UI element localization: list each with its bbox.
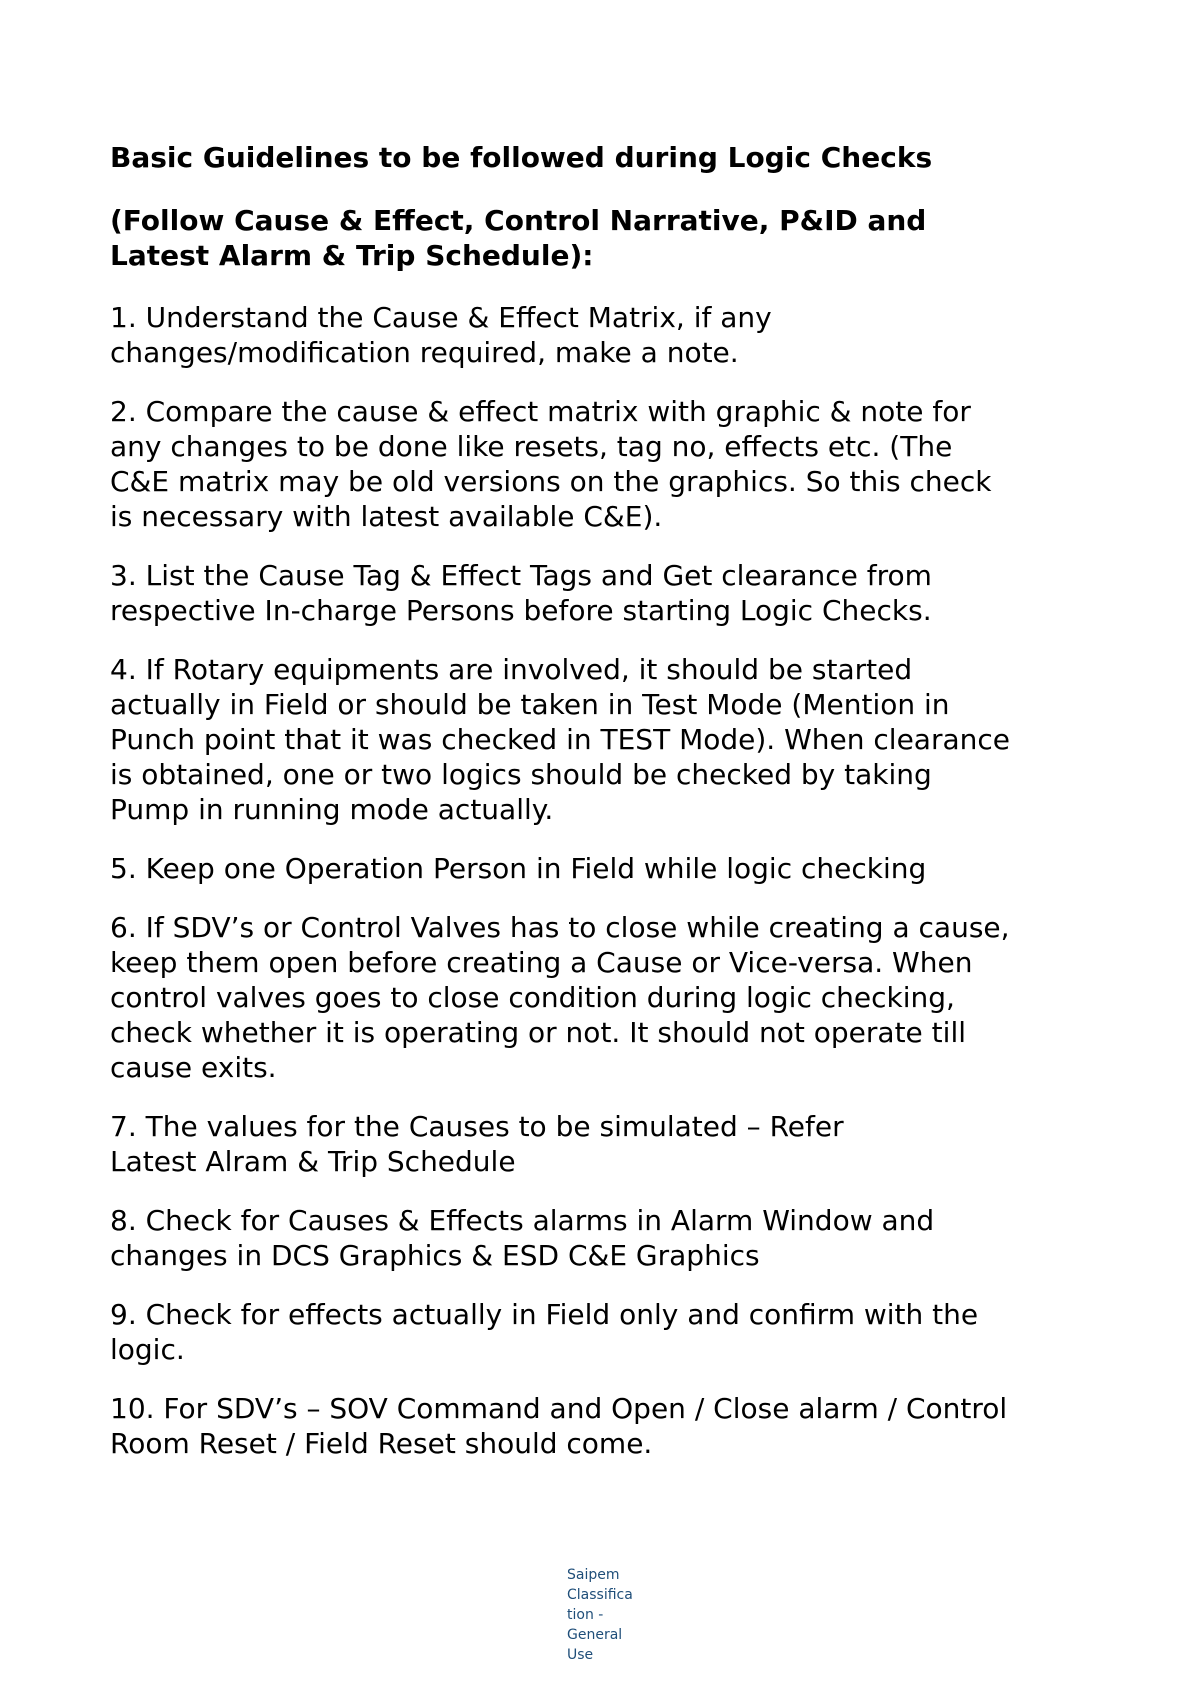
- footer-line: General: [567, 1627, 623, 1643]
- guideline-line: check whether it is operating or not. It should not operate till: [110, 1016, 966, 1049]
- guideline-line: respective In-charge Persons before starting Logic Checks.: [110, 594, 932, 627]
- guideline-line: logic.: [110, 1333, 185, 1366]
- guideline-line: changes in DCS Graphics & ESD C&E Graphics: [110, 1239, 760, 1272]
- guideline-line: Pump in running mode actually.: [110, 793, 554, 826]
- guideline-item-1: [110, 300, 1110, 370]
- guideline-line: 9. Check for effects actually in Field only and confirm with the: [110, 1298, 979, 1331]
- guideline-line: 2. Compare the cause & effect matrix with graphic & note for: [110, 395, 971, 428]
- guideline-line: Punch point that it was checked in TEST Mode). When clearance: [110, 723, 1010, 756]
- guideline-line: is obtained, one or two logics should be checked by taking: [110, 758, 932, 791]
- guideline-line: changes/modification required, make a note.: [110, 336, 739, 369]
- guideline-item-7: [110, 1109, 1110, 1179]
- guideline-line: 5. Keep one Operation Person in Field while logic checking: [110, 852, 927, 885]
- guideline-item-8: [110, 1203, 1110, 1273]
- guideline-line: Room Reset / Field Reset should come.: [110, 1427, 653, 1460]
- footer-line: Classifica: [567, 1587, 633, 1603]
- guideline-line: 6. If SDV’s or Control Valves has to close while creating a cause,: [110, 911, 1010, 944]
- guideline-line: 1. Understand the Cause & Effect Matrix, if any: [110, 301, 772, 334]
- guideline-item-2: [110, 394, 1110, 534]
- guideline-line: control valves goes to close condition during logic checking,: [110, 981, 955, 1014]
- guideline-item-10: [110, 1391, 1110, 1461]
- document-body: [110, 140, 1110, 1485]
- guideline-item-3: [110, 558, 1110, 628]
- guideline-item-4: [110, 652, 1110, 827]
- footer-line: tion -: [567, 1607, 604, 1623]
- guideline-line: is necessary with latest available C&E).: [110, 500, 663, 533]
- guideline-line: cause exits.: [110, 1051, 277, 1084]
- guideline-line: 7. The values for the Causes to be simulated – Refer: [110, 1110, 844, 1143]
- guideline-line: C&E matrix may be old versions on the graphics. So this check: [110, 465, 992, 498]
- document-subtitle: [110, 203, 1110, 273]
- guideline-line: 3. List the Cause Tag & Effect Tags and Get clearance from: [110, 559, 932, 592]
- document-title: Basic Guidelines to be followed during Logic Checks: [110, 141, 933, 174]
- guideline-line: actually in Field or should be taken in Test Mode (Mention in: [110, 688, 950, 721]
- guideline-line: keep them open before creating a Cause or Vice-versa. When: [110, 946, 973, 979]
- subtitle-line: Latest Alarm & Trip Schedule):: [110, 239, 594, 272]
- classification-footer: [567, 1565, 647, 1665]
- subtitle-line: (Follow Cause & Effect, Control Narrative, P&ID and: [110, 204, 927, 237]
- guideline-item-5: [110, 851, 1110, 886]
- guideline-item-9: [110, 1297, 1110, 1367]
- footer-line: Saipem: [567, 1567, 620, 1583]
- guideline-item-6: [110, 910, 1110, 1085]
- guideline-line: 4. If Rotary equipments are involved, it should be started: [110, 653, 913, 686]
- guideline-line: 8. Check for Causes & Effects alarms in Alarm Window and: [110, 1204, 935, 1237]
- guideline-line: 10. For SDV’s – SOV Command and Open / Close alarm / Control: [110, 1392, 1008, 1425]
- footer-line: Use: [567, 1647, 594, 1663]
- guideline-line: Latest Alram & Trip Schedule: [110, 1145, 516, 1178]
- guideline-line: any changes to be done like resets, tag no, effects etc. (The: [110, 430, 953, 463]
